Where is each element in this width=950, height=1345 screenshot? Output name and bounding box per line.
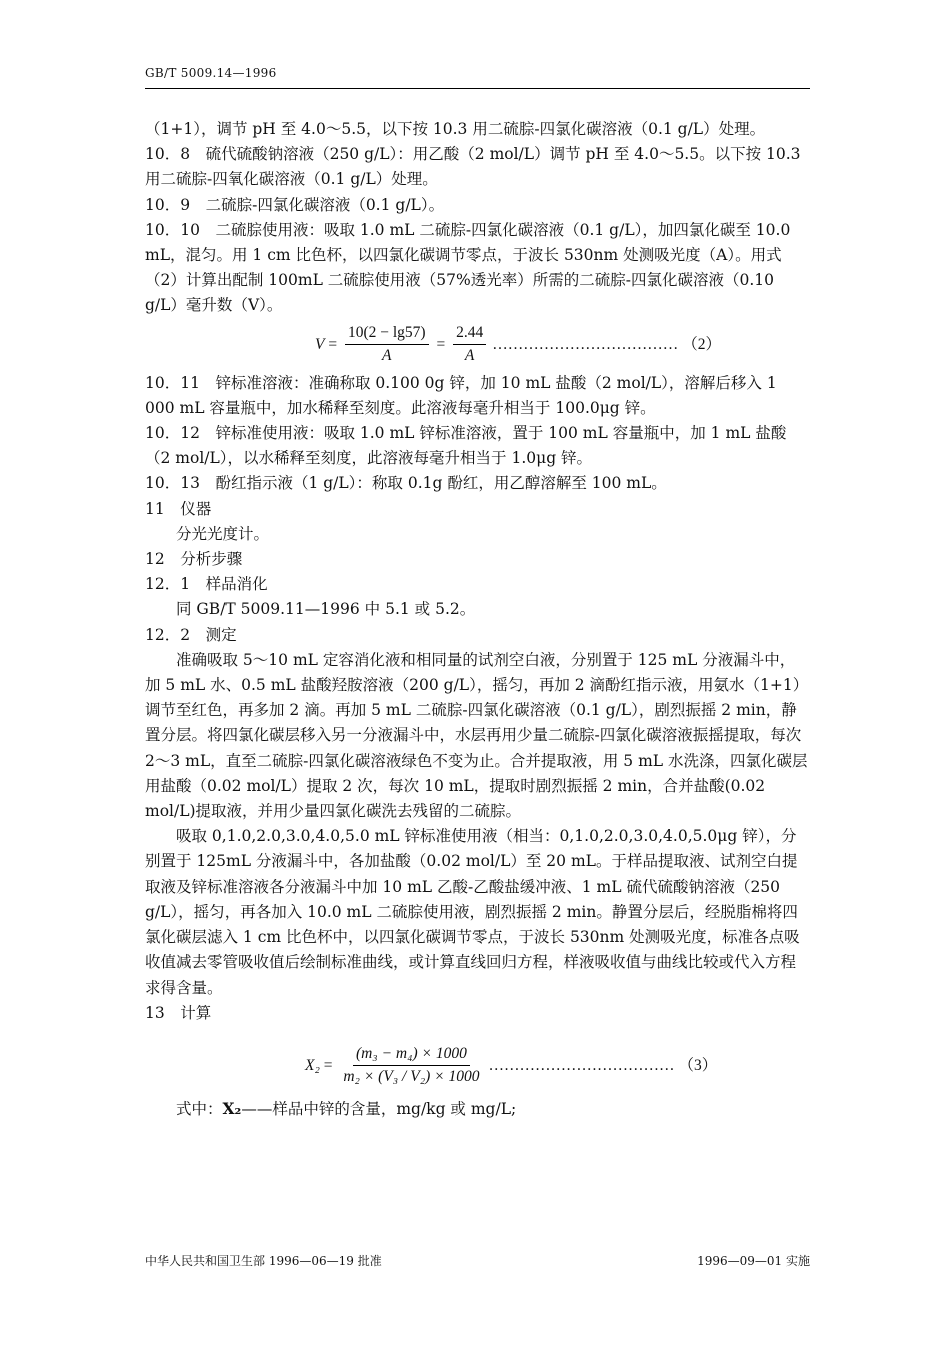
- formula-3-lhs: X₂: [305, 1057, 320, 1075]
- where-description: ——样品中锌的含量，mg/kg 或 mg/L;: [241, 1099, 517, 1118]
- clause-10-13: 10．13 酚红指示液（1 g/L）：称取 0.1g 酚红，用乙醇溶解至 100 mL。: [145, 474, 667, 493]
- section-12-heading: 12 分析步骤: [145, 550, 243, 569]
- section-11-heading: 11 仪器: [145, 499, 212, 518]
- formula-2-fraction-2: [453, 323, 486, 366]
- formula-3-numerator: (m₃ − m₄) × 1000: [353, 1044, 470, 1066]
- formula-2-numerator-1: 10(2 − lg57): [345, 323, 429, 345]
- formula-3-fraction: [340, 1044, 482, 1087]
- standard-paragraph: 吸取 0,1.0,2.0,3.0,4.0,5.0 mL 锌标准使用液（相当：0,1.0,2.0,3.0,4.0,5.0μg 锌），分别置于 125mL 分液漏斗中，各加盐酸（0.02 mol/L）至 20 mL。于样品提取液、试剂空白提取液及锌标准溶液各分液漏斗中加 10 mL 乙酸-乙酸盐缓冲液、1 mL 硫代硫酸钠溶液（250 g/L），摇匀，再各加入 10.0 mL 二硫腙使用液，剧烈振摇 2 min。静置分层后，经脱脂棉将四氯化碳层滤入 1 cm 比色杯中，以四氯化碳调节零点，于波长 530nm 处测吸光度，标准各点吸收值减去零管吸收值后绘制标准曲线，或计算直线回归方程，样液吸收值与曲线比较或代入方程求得含量。: [145, 827, 800, 997]
- standard-code: GB/T 5009.14—1996: [145, 66, 277, 80]
- formula-2-fraction-1: [345, 323, 429, 366]
- formula-2-numerator-2: 2.44: [453, 323, 486, 345]
- section-12-2-heading: 12．2 测定: [145, 625, 237, 644]
- formula-2-lhs: V: [315, 336, 325, 354]
- formula-2-number: （2）: [682, 336, 721, 354]
- formula-2-denominator-1: A: [382, 347, 392, 365]
- clause-10-12: 10．12 锌标准使用液：吸取 1.0 mL 锌标准溶液，置于 100 mL 容量瓶中，加 1 mL 盐酸（2 mol/L），以水稀释至刻度，此溶液每毫升相当于 1.0μg 锌。: [145, 424, 787, 468]
- measurement-paragraph: 准确吸取 5～10 mL 定容消化液和相同量的试剂空白液，分别置于 125 mL 分液漏斗中，加 5 mL 水、0.5 mL 盐酸羟胺溶液（200 g/L），摇匀，再加 2 滴酚红指示液，用氨水（1+1）调节至红色，再多加 2 滴。再加 5 mL 二硫腙-四氯化碳溶液（0.1 g/L），剧烈振摇 2 min，静置分层。将四氯化碳层移入另一分液漏斗中，水层再用少量二硫腙-四氯化碳溶液振摇提取，每次 2～3 mL，直至二硫腙-四氯化碳溶液绿色不变为止。合并提取液，用 5 mL 水洗涤，四氯化碳层用盐酸（0.02 mol/L）提取 2 次，每次 10 mL，提取时剧烈振摇 2 min，合并盐酸(0.02 mol/L)提取液，并用少量四氯化碳洗去残留的二硫腙。: [145, 650, 809, 821]
- clause-10-8: 10．8 硫代硫酸钠溶液（250 g/L）：用乙酸（2 mol/L）调节 pH 至 4.0～5.5。以下按 10.3 用二硫腙-四氧化碳溶液（0.1 g/L）处理。: [145, 145, 801, 189]
- formula-3-number: （3）: [678, 1057, 718, 1075]
- section-12-1-text: 同 GB/T 5009.11—1996 中 5.1 或 5.2。: [176, 600, 476, 619]
- document-body: [145, 117, 810, 1122]
- approval-note: 中华人民共和国卫生部 1996—06—19 批准: [145, 1254, 382, 1268]
- formula-2: V = $\frac{10(2 - \lg 57)}{A}$ = $\frac{2.44}{A}$ ……………………………… （2）: [315, 324, 721, 365]
- formula-2-denominator-2: A: [464, 347, 475, 365]
- formula-3-denominator: m₂ × (V₃ / V₂) × 1000: [343, 1068, 480, 1086]
- clause-10-9: 10．9 二硫腙-四氯化碳溶液（0.1 g/L）。: [145, 195, 445, 214]
- implementation-date: 1996—09—01 实施: [697, 1254, 810, 1268]
- section-12-1-heading: 12．1 样品消化: [145, 575, 268, 594]
- where-clause: [145, 1096, 810, 1122]
- section-13-heading: 13 计算: [145, 1003, 212, 1022]
- where-prefix: 式中：: [176, 1099, 223, 1118]
- header-rule: [145, 88, 810, 89]
- clause-10-10: 10．10 二硫腙使用液：吸取 1.0 mL 二硫腙-四氯化碳溶液（0.1 g/L），加四氯化碳至 10.0 mL，混匀。用 1 cm 比色杯，以四氯化碳调节零点，于波长 530nm 处测吸光度（A）。用式（2）计算出配制 100mL 二硫腙使用液（57%透光率）所需的二硫腙-四氯化碳溶液（0.10 g/L）毫升数（V）。: [145, 220, 791, 315]
- where-symbol: X₂: [222, 1098, 242, 1118]
- paragraph: （1+1），调节 pH 至 4.0～5.5，以下按 10.3 用二硫腙-四氯化碳溶液（0.1 g/L）处理。: [145, 120, 766, 138]
- instrument-text: 分光光度计。: [176, 524, 270, 543]
- formula-2-leader-dots: ………………………………: [492, 336, 679, 354]
- clause-10-11: 10．11 锌标准溶液：准确称取 0.100 0g 锌，加 10 mL 盐酸（2 mol/L），溶解后移入 1 000 mL 容量瓶中，加水稀释至刻度。此溶液每毫升相当于 100.0μg 锌。: [145, 373, 777, 417]
- formula-3-leader-dots: ………………………………: [488, 1057, 675, 1075]
- formula-3: X₂ = $\frac{\text{(m₃ − m₄) × 1000}}{\text{m₂ × (V₃ / V₂) × 1000}}$ ……………………………… （3）: [305, 1045, 718, 1086]
